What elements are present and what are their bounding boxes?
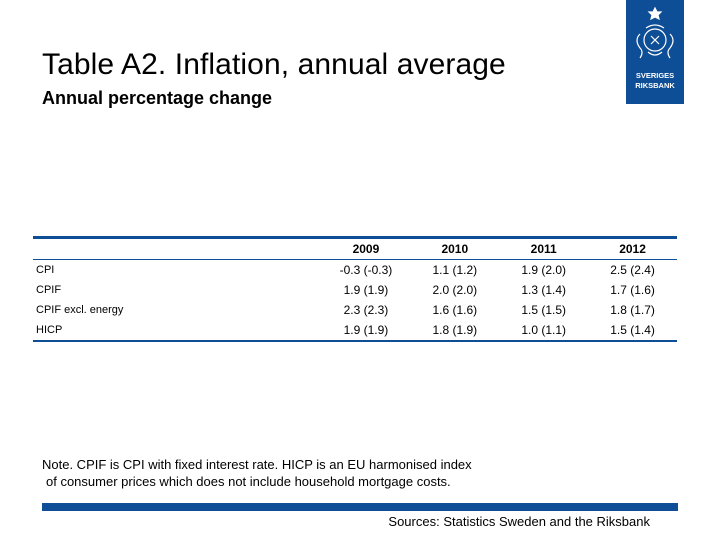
table-cell: 2.0 (2.0) xyxy=(432,283,478,297)
table-cell: -0.3 (-0.3) xyxy=(339,263,393,277)
note-line1: Note. CPIF is CPI with fixed interest rate. HICP is an EU harmonised index xyxy=(42,457,472,472)
table-row xyxy=(33,280,677,300)
table-cell: 1.5 (1.4) xyxy=(610,323,655,337)
sources-text: Sources: Statistics Sweden and the Riksbank xyxy=(388,514,650,529)
row-label: CPIF xyxy=(36,284,62,296)
table-cell: 1.5 (1.5) xyxy=(521,303,567,317)
table-header-row xyxy=(33,238,677,260)
column-header: 2010 xyxy=(410,238,499,260)
row-label: HICP xyxy=(36,324,63,336)
table-cell: 1.8 (1.9) xyxy=(432,323,478,337)
table-header-blank xyxy=(33,238,321,260)
table-cell: 1.9 (1.9) xyxy=(343,323,389,337)
page-subtitle: Annual percentage change xyxy=(42,88,273,108)
table-cell: 2.5 (2.4) xyxy=(610,263,655,277)
table-note xyxy=(42,456,562,490)
column-header: 2011 xyxy=(499,238,588,260)
table-cell: 1.3 (1.4) xyxy=(521,283,567,297)
note-line2: of consumer prices which does not include household mortgage costs. xyxy=(46,474,451,489)
inflation-table xyxy=(33,236,677,342)
table-cell: 2.3 (2.3) xyxy=(343,303,389,317)
row-label: CPIF excl. energy xyxy=(36,304,124,316)
table-cell: 1.7 (1.6) xyxy=(610,283,655,297)
row-label: CPI xyxy=(36,264,55,276)
table-row xyxy=(33,320,677,341)
table-cell: 1.8 (1.7) xyxy=(610,303,655,317)
table-cell: 1.6 (1.6) xyxy=(432,303,478,317)
table-cell: 1.9 (2.0) xyxy=(521,263,567,277)
logo-text-line1: SVERIGES xyxy=(635,71,675,80)
logo-text-line2: RIKSBANK xyxy=(635,81,675,90)
table-cell: 1.9 (1.9) xyxy=(343,283,389,297)
table-row xyxy=(33,300,677,320)
column-header: 2012 xyxy=(588,238,677,260)
table-row xyxy=(33,260,677,281)
riksbank-logo xyxy=(626,0,684,104)
table-cell: 1.1 (1.2) xyxy=(432,263,478,277)
column-header: 2009 xyxy=(321,238,410,260)
footer-divider xyxy=(42,503,678,511)
riksbank-emblem-icon xyxy=(626,0,684,104)
page-title: Table A2. Inflation, annual average xyxy=(42,48,506,81)
table-cell: 1.0 (1.1) xyxy=(521,323,567,337)
